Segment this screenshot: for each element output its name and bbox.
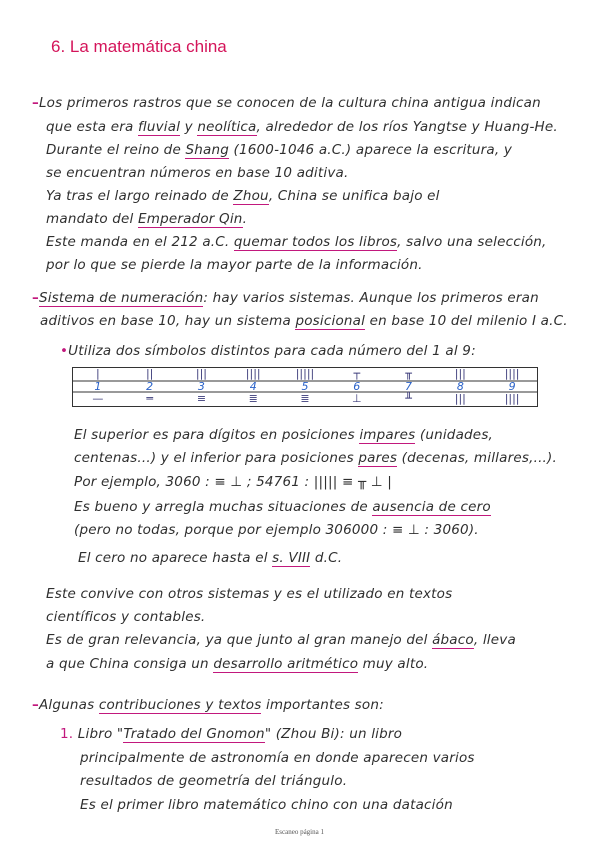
rod-symbol-bottom: ||| — [454, 392, 466, 405]
underlined-term: quemar todos los libros — [233, 234, 398, 250]
rod-symbol-top: |||| — [504, 367, 520, 380]
text-line — [46, 656, 428, 672]
underlined-term: desarrollo aritmético — [213, 656, 359, 672]
text-line — [46, 234, 547, 250]
underlined-term: ausencia de cero — [372, 499, 491, 515]
text: aditivos en base 10, hay un sistema — [40, 313, 296, 329]
text: Este manda en el 212 a.C. — [46, 234, 234, 250]
rod-symbol-top: ┬ — [353, 367, 361, 380]
rod-symbol-top: |||| — [245, 367, 261, 380]
underlined-term: fluvial — [137, 119, 181, 135]
text-line: principalmente de astronomía en donde aparecen varios — [80, 750, 475, 766]
text: Los primeros rastros que se conocen de la cultura china antigua indican — [38, 95, 541, 111]
text: que esta era — [46, 119, 138, 135]
text-line: Este convive con otros sistemas y es el utilizado en textos — [46, 586, 453, 602]
text: Libro " — [77, 726, 124, 742]
text-line — [74, 427, 493, 443]
text: El superior es para dígitos en posiciones — [74, 427, 360, 443]
text: El cero no aparece hasta el — [78, 550, 273, 566]
rod-symbol-bottom: ⊥ — [351, 392, 362, 405]
text-line: Es el primer libro matemático chino con una datación — [80, 797, 453, 813]
text: , alrededor de los ríos Yangtse y Huang-He. — [256, 119, 558, 135]
rod-symbol-top: ╥ — [405, 367, 412, 380]
page-title: 6. La matemática china — [51, 37, 227, 56]
text-line — [32, 290, 539, 306]
text: , lleva — [473, 632, 516, 648]
text: Es de gran relevancia, ya que junto al gran manejo del — [46, 632, 433, 648]
underlined-term: Zhou — [233, 188, 269, 204]
text: Durante el reino de — [46, 142, 186, 158]
rod-symbol-bottom: — — [92, 392, 104, 405]
page-footer: Escaneo página 1 — [275, 828, 324, 836]
text: Algunas — [38, 697, 99, 713]
underlined-term: neolítica — [197, 119, 257, 135]
text: Es bueno y arregla muchas situaciones de — [74, 499, 373, 515]
text: (decenas, millares,...). — [397, 450, 558, 466]
text-line: por lo que se pierde la mayor parte de la información. — [46, 257, 423, 273]
underlined-term: posicional — [295, 313, 366, 329]
text: en base 10 del milenio I a.C. — [365, 313, 568, 329]
digit-cell: 5 — [301, 380, 309, 393]
rod-symbol-top: || — [145, 367, 154, 380]
rod-symbol-top: | — [96, 367, 100, 380]
underlined-term: pares — [358, 450, 398, 466]
text-line — [46, 211, 247, 227]
text: centenas...) y el inferior para posiciones — [74, 450, 359, 466]
underlined-term: Sistema de numeración — [38, 290, 204, 306]
text-line — [60, 726, 402, 742]
underlined-term: Emperador Qin — [137, 211, 243, 227]
underlined-term: impares — [359, 427, 416, 443]
rod-symbol-bottom: ≡ — [196, 392, 207, 405]
text-line: se encuentran números en base 10 aditiva. — [46, 165, 349, 181]
rod-symbol-bottom: ≣ — [248, 392, 258, 405]
dot-bullet-icon: • — [60, 343, 69, 359]
text: muy alto. — [358, 656, 429, 672]
rod-symbol-top: ||| — [195, 367, 207, 380]
rod-numeral-table — [72, 367, 538, 407]
digit-cell: 8 — [456, 380, 464, 393]
text-line — [46, 119, 558, 135]
text: , salvo una selección, — [397, 234, 547, 250]
text-line — [32, 95, 541, 111]
digit-cell: 7 — [405, 380, 413, 393]
text-line: Por ejemplo, 3060 : ≡ ⊥ ; 54761 : ||||| ≡ ╥ ⊥ | — [74, 474, 393, 490]
rod-symbol-top: ||| — [454, 367, 466, 380]
rod-symbol-bottom: ╨ — [405, 392, 412, 405]
text-line — [60, 343, 476, 359]
underlined-term: Shang — [185, 142, 229, 158]
text-line — [46, 188, 440, 204]
text: a que China consiga un — [46, 656, 214, 672]
underlined-term: s. VIII — [272, 550, 311, 566]
digit-cell: 3 — [197, 380, 205, 393]
underlined-term: Tratado del Gnomon — [123, 726, 265, 742]
rod-symbol-bottom: ═ — [146, 392, 153, 405]
text-line — [40, 313, 568, 329]
list-number: 1. — [60, 726, 74, 742]
text: y — [180, 119, 198, 135]
text: : hay varios sistemas. Aunque los primeros eran — [203, 290, 539, 306]
text-line — [46, 142, 512, 158]
rod-symbol-top: ||||| — [295, 367, 315, 380]
text: (unidades, — [415, 427, 494, 443]
text: Utiliza dos símbolos distintos para cada número del 1 al 9: — [68, 343, 476, 359]
text-line — [46, 632, 516, 648]
digit-cell: 2 — [146, 380, 154, 393]
text-line — [32, 697, 384, 713]
text: d.C. — [310, 550, 343, 566]
text: . — [242, 211, 248, 227]
text-line — [74, 450, 557, 466]
text-line: resultados de geometría del triángulo. — [80, 773, 348, 789]
dash-bullet-icon: – — [32, 290, 39, 306]
dash-bullet-icon: – — [32, 95, 39, 111]
underlined-term: contribuciones y textos — [98, 697, 262, 713]
digit-cell: 1 — [94, 380, 102, 393]
text: " (Zhou Bi): un libro — [264, 726, 403, 742]
text: , China se unifica bajo el — [268, 188, 440, 204]
text: mandato del — [46, 211, 138, 227]
underlined-term: ábaco — [432, 632, 474, 648]
text: Ya tras el largo reinado de — [46, 188, 234, 204]
digit-cell: 6 — [353, 380, 361, 393]
text: (1600-1046 a.C.) aparece la escritura, y — [228, 142, 513, 158]
text-line — [78, 550, 342, 566]
text: importantes son: — [261, 697, 384, 713]
rod-symbol-bottom: |||| — [504, 392, 520, 405]
digit-cell: 9 — [508, 380, 516, 393]
digit-cell: 4 — [249, 380, 257, 393]
text-line — [74, 499, 491, 515]
rod-symbol-bottom: ≣ — [300, 392, 310, 405]
dash-bullet-icon: – — [32, 697, 39, 713]
text-line: (pero no todas, porque por ejemplo 306000 : ≡ ⊥ : 3060). — [74, 522, 479, 538]
text-line: científicos y contables. — [46, 609, 206, 625]
